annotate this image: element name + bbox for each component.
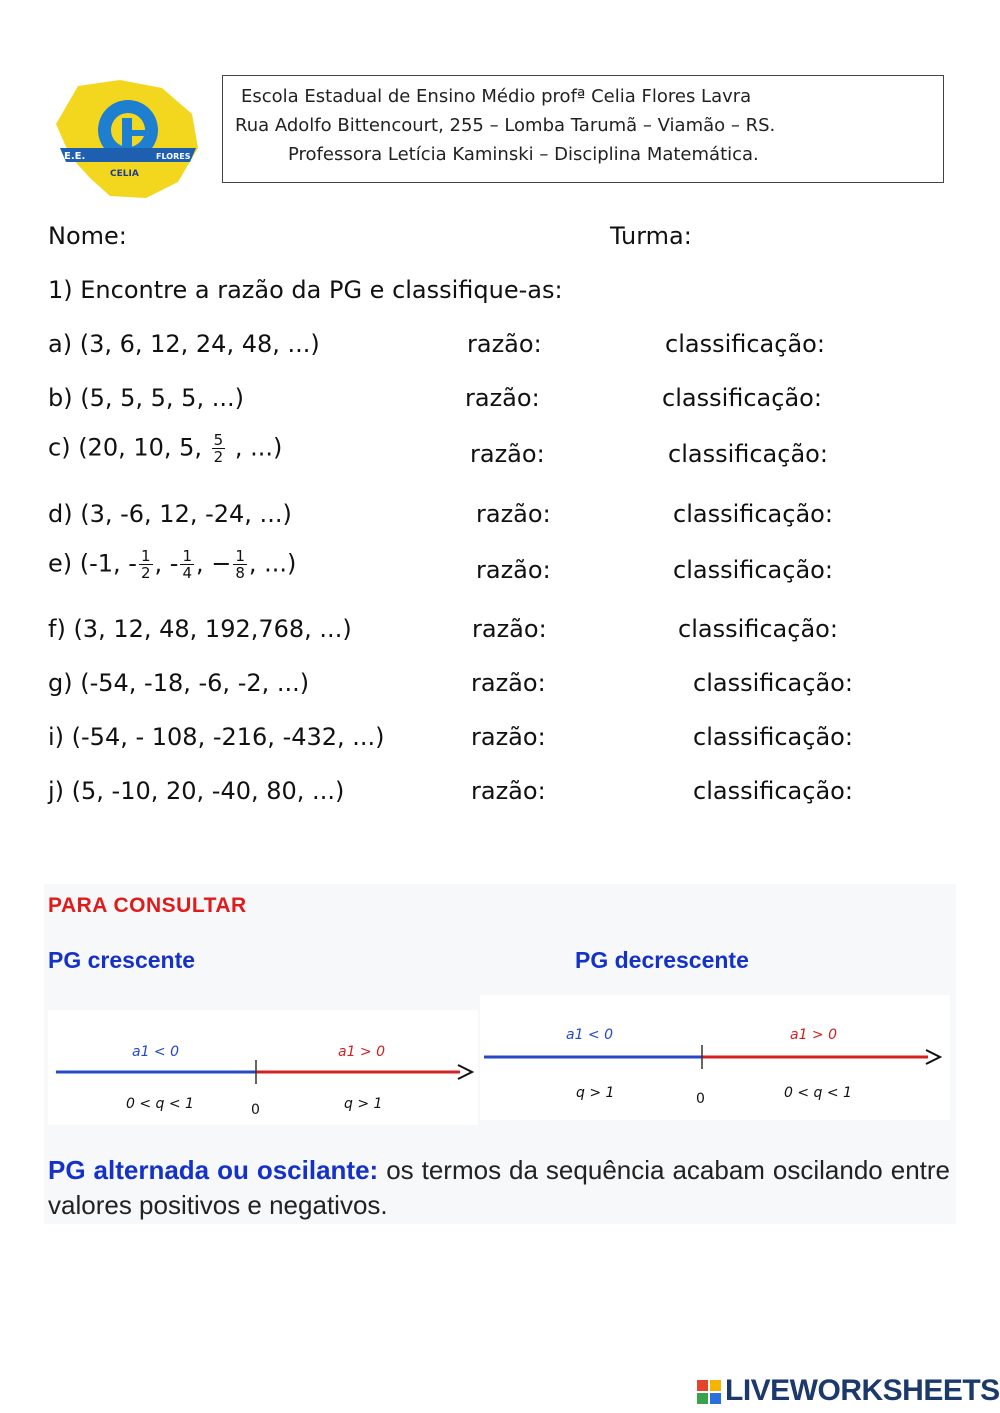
item-f-sequence: f) (3, 12, 48, 192,768, ...) <box>48 615 352 643</box>
item-c-suffix: , ...) <box>227 433 283 462</box>
crescente-right-top: a1 > 0 <box>338 1044 386 1060</box>
item-e-ratio-label: razão: <box>476 556 551 584</box>
item-b-ratio-label: razão: <box>465 384 540 412</box>
item-g-sequence: g) (-54, -18, -6, -2, ...) <box>48 669 310 697</box>
decrescente-left-bottom: q > 1 <box>576 1085 615 1101</box>
item-d-class-label: classificação: <box>673 500 833 528</box>
item-j-class-label: classificação: <box>693 777 853 805</box>
item-a-class-label: classificação: <box>665 330 825 358</box>
decrescente-right-top: a1 > 0 <box>790 1027 838 1043</box>
consult-title: PARA CONSULTAR <box>48 894 247 917</box>
crescente-number-line <box>48 1010 478 1125</box>
crescente-right-bottom: q > 1 <box>344 1096 383 1112</box>
item-e-prefix: e) (-1, - <box>48 549 137 578</box>
pg-alternada-paragraph <box>48 1153 950 1223</box>
pg-alternada-title: PG alternada ou oscilante: <box>48 1155 379 1185</box>
pg-crescente-title: PG crescente <box>48 947 196 973</box>
item-b-sequence: b) (5, 5, 5, 5, ...) <box>48 384 244 412</box>
fraction-one-quarter: $\frac{1}{4}$ <box>182 547 192 582</box>
item-i-sequence: i) (-54, - 108, -216, -432, ...) <box>48 723 385 751</box>
teacher-line: Professora Letícia Kaminski – Disciplina Matemática. <box>288 144 759 165</box>
crescente-left-bottom: 0 < q < 1 <box>126 1096 194 1112</box>
school-header-box <box>222 75 944 183</box>
item-a-sequence: a) (3, 6, 12, 24, 48, ...) <box>48 330 320 358</box>
item-j-sequence: j) (5, -10, 20, -40, 80, ...) <box>48 777 345 805</box>
fraction-one-half: $\frac{1}{2}$ <box>140 547 151 582</box>
item-i-ratio-label: razão: <box>471 723 546 751</box>
item-e-suffix: , ...) <box>248 549 297 578</box>
decrescente-left-top: a1 < 0 <box>566 1027 614 1043</box>
item-a-ratio-label: razão: <box>467 330 542 358</box>
item-g-ratio-label: razão: <box>471 669 546 697</box>
fraction-one-eighth: $\frac{1}{8}$ <box>235 547 245 582</box>
decrescente-right-bottom: 0 < q < 1 <box>784 1085 852 1101</box>
liveworksheets-brand <box>697 1374 1000 1408</box>
liveworksheets-logo-icon <box>697 1380 721 1404</box>
class-label: Turma: <box>610 222 692 250</box>
item-f-class-label: classificação: <box>678 615 838 643</box>
school-address: Rua Adolfo Bittencourt, 255 – Lomba Tarumã – Viamão – RS. <box>235 115 776 136</box>
decrescente-number-line <box>480 995 950 1120</box>
item-d-sequence: d) (3, -6, 12, -24, ...) <box>48 500 292 528</box>
logo-text-celia: CELIA <box>110 169 139 179</box>
pg-alternada-text: os termos da sequência acabam oscilando entre valores positivos e negativos. <box>48 1155 950 1220</box>
decrescente-zero: 0 <box>696 1091 705 1107</box>
fraction-five-halves: $\frac{5}{2}$ <box>213 431 224 466</box>
pg-decrescente-title: PG decrescente <box>575 947 749 973</box>
crescente-zero: 0 <box>251 1102 260 1118</box>
question-title: 1) Encontre a razão da PG e classifique-as: <box>48 276 563 304</box>
item-e-sequence: e) (-1, - $\frac{1}{2}$ , - $\frac{1}{4}$ , − $\frac{1}{8}$ , ...) <box>48 547 297 582</box>
liveworksheets-text: LIVEWORKSHEETS <box>725 1374 1000 1407</box>
item-c-prefix: c) (20, 10, 5, <box>48 433 210 462</box>
school-name: Escola Estadual de Ensino Médio profª Celia Flores Lavra <box>241 86 752 107</box>
item-c-class-label: classificação: <box>668 440 828 468</box>
item-d-ratio-label: razão: <box>476 500 551 528</box>
logo-text-ee: E.E. <box>64 151 86 162</box>
item-e-class-label: classificação: <box>673 556 833 584</box>
item-i-class-label: classificação: <box>693 723 853 751</box>
item-c-sequence <box>48 432 282 465</box>
item-f-ratio-label: razão: <box>472 615 547 643</box>
logo-text-flores: FLORES <box>156 152 191 161</box>
school-logo <box>50 78 206 202</box>
name-label: Nome: <box>48 222 127 250</box>
item-c-ratio-label: razão: <box>470 440 545 468</box>
item-g-class-label: classificação: <box>693 669 853 697</box>
crescente-left-top: a1 < 0 <box>132 1044 180 1060</box>
item-j-ratio-label: razão: <box>471 777 546 805</box>
item-b-class-label: classificação: <box>662 384 822 412</box>
